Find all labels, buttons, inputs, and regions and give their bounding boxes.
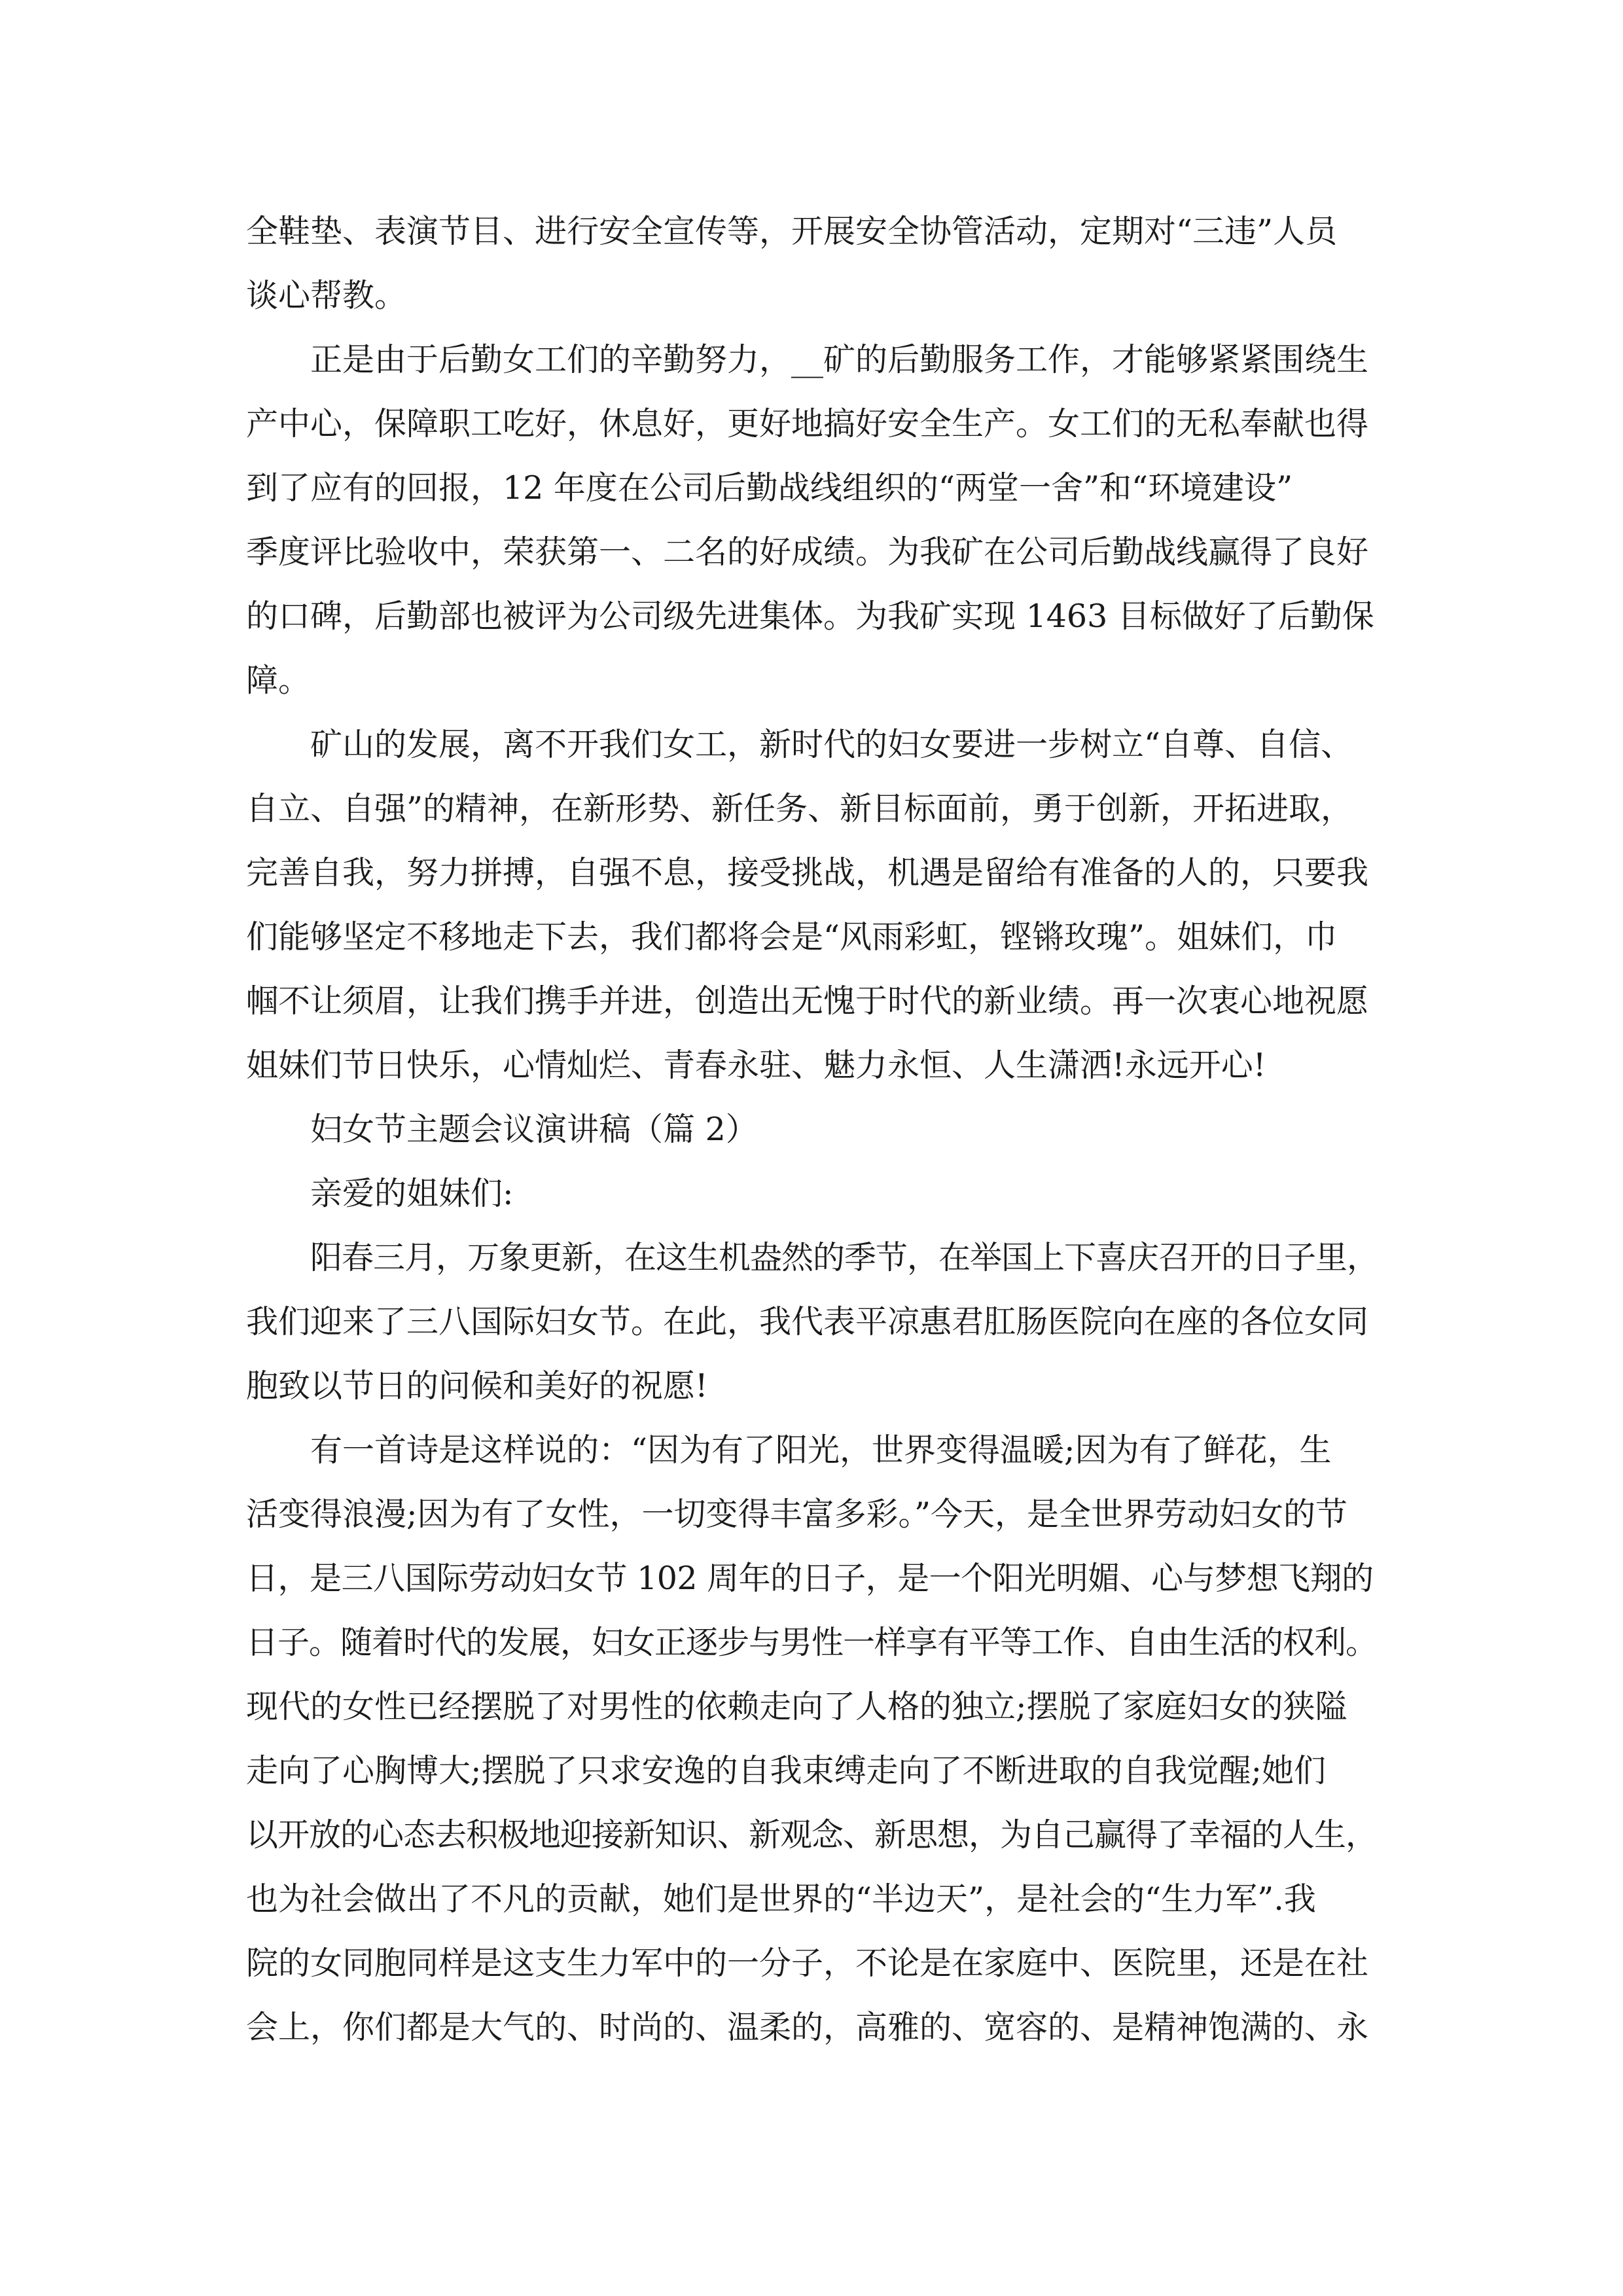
text-line: 产中心，保障职工吃好，休息好，更好地搞好安全生产。女工们的无私奉献也得 <box>246 405 1369 442</box>
paragraph <box>246 328 1382 713</box>
text-line: 院的女同胞同样是这支生力军中的一分子，不论是在家庭中、医院里，还是在社 <box>246 1945 1369 1982</box>
text-line: 到了应有的回报，12 年度在公司后勤战线组织的“两堂一舍”和“环境建设” <box>246 469 1293 507</box>
text-line: 季度评比验收中，荣获第一、二名的好成绩。为我矿在公司后勤战线赢得了良好 <box>246 533 1369 571</box>
text-line: 亲爱的姐妹们: <box>310 1175 514 1212</box>
text-line: 阳春三月，万象更新，在这生机盎然的季节，在举国上下喜庆召开的日子里， <box>310 1239 1379 1276</box>
paragraph <box>246 713 1382 1098</box>
text-line: 胞致以节日的问候和美好的祝愿! <box>246 1367 708 1405</box>
text-line: 妇女节主题会议演讲稿（篇 2） <box>310 1111 758 1148</box>
text-line: 帼不让须眉，让我们携手并进，创造出无愧于时代的新业绩。再一次衷心地祝愿 <box>246 982 1369 1020</box>
text-line: 自立、自强”的精神，在新形势、新任务、新目标面前，勇于创新，开拓进取， <box>246 790 1353 827</box>
section-heading <box>246 1098 1382 1162</box>
text-line: 的口碑，后勤部也被评为公司级先进集体。为我矿实现 1463 目标做好了后勤保 <box>246 598 1374 635</box>
text-line: 正是由于后勤女工们的辛勤努力，__矿的后勤服务工作，才能够紧紧围绕生 <box>310 341 1369 378</box>
text-line: 活变得浪漫;因为有了女性，一切变得丰富多彩。”今天，是全世界劳动妇女的节 <box>246 1496 1348 1533</box>
paragraph <box>246 1418 1382 2060</box>
text-line: 完善自我，努力拼搏，自强不息，接受挑战，机遇是留给有准备的人的，只要我 <box>246 854 1369 891</box>
salutation <box>246 1162 1382 1226</box>
paragraph <box>246 200 1382 328</box>
text-line: 日子。随着时代的发展，妇女正逐步与男性一样享有平等工作、自由生活的权利。 <box>246 1624 1378 1661</box>
text-line: 以开放的心态去积极地迎接新知识、新观念、新思想，为自己赢得了幸福的人生， <box>246 1816 1378 1854</box>
document-body <box>246 200 1382 2060</box>
text-line: 日，是三八国际劳动妇女节 102 周年的日子，是一个阳光明媚、心与梦想飞翔的 <box>246 1560 1374 1597</box>
text-line: 全鞋垫、表演节目、进行安全宣传等，开展安全协管活动，定期对“三违”人员 <box>246 213 1338 250</box>
paragraph <box>246 1226 1382 1418</box>
text-line: 有一首诗是这样说的：“因为有了阳光，世界变得温暖;因为有了鲜花，生 <box>310 1431 1332 1469</box>
text-line: 矿山的发展，离不开我们女工，新时代的妇女要进一步树立“自尊、自信、 <box>310 726 1353 763</box>
text-line: 也为社会做出了不凡的贡献，她们是世界的“半边天”，是社会的“生力军”.我 <box>246 1880 1316 1918</box>
text-line: 姐妹们节日快乐，心情灿烂、青春永驻、魅力永恒、人生潇洒!永远开心! <box>246 1047 1266 1084</box>
text-line: 们能够坚定不移地走下去，我们都将会是“风雨彩虹，铿锵玫瑰”。姐妹们，巾 <box>246 918 1338 956</box>
text-line: 走向了心胸博大;摆脱了只求安逸的自我束缚走向了不断进取的自我觉醒;她们 <box>246 1752 1327 1789</box>
text-line: 我们迎来了三八国际妇女节。在此，我代表平凉惠君肛肠医院向在座的各位女同 <box>246 1303 1369 1340</box>
text-line: 会上，你们都是大气的、时尚的、温柔的，高雅的、宽容的、是精神饱满的、永 <box>246 2009 1369 2046</box>
text-line: 障。 <box>246 662 311 699</box>
text-line: 现代的女性已经摆脱了对男性的依赖走向了人格的独立;摆脱了家庭妇女的狭隘 <box>246 1688 1347 1725</box>
text-line: 谈心帮教。 <box>246 277 407 314</box>
